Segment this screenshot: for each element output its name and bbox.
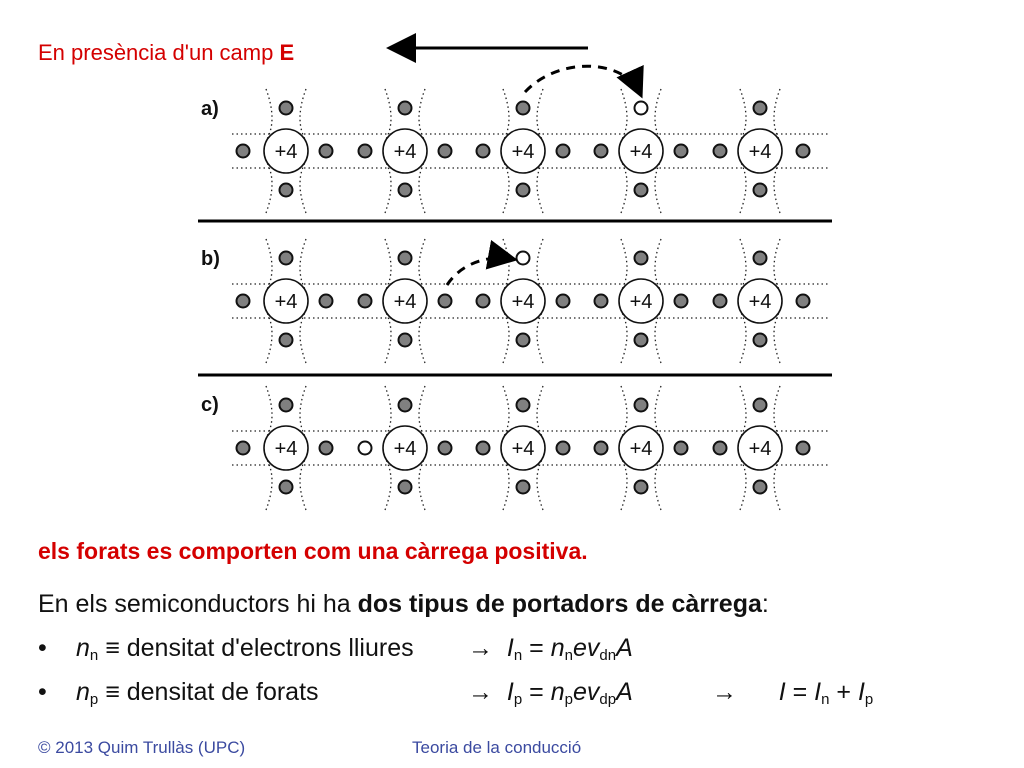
atom-charge-label: +4 bbox=[274, 438, 298, 460]
electron bbox=[714, 295, 727, 308]
bond-line bbox=[419, 89, 425, 141]
atom-charge-label: +4 bbox=[629, 438, 653, 460]
bond-line bbox=[419, 458, 425, 510]
bond-line bbox=[385, 386, 391, 438]
electron bbox=[439, 442, 452, 455]
electron bbox=[754, 184, 767, 197]
bond-line bbox=[300, 161, 306, 213]
electron bbox=[517, 399, 530, 412]
atom-charge-label: +4 bbox=[393, 438, 417, 460]
electron bbox=[557, 145, 570, 158]
electron bbox=[595, 442, 608, 455]
bond-line bbox=[537, 239, 543, 291]
bond-line bbox=[621, 239, 627, 291]
electron bbox=[280, 334, 293, 347]
electron bbox=[280, 399, 293, 412]
electron bbox=[635, 184, 648, 197]
electron bbox=[439, 145, 452, 158]
electron bbox=[237, 442, 250, 455]
bond-line bbox=[537, 386, 543, 438]
electron bbox=[399, 334, 412, 347]
bond-line bbox=[774, 311, 780, 363]
bond-line bbox=[385, 458, 391, 510]
bond-line bbox=[655, 311, 661, 363]
bond-line bbox=[537, 89, 543, 141]
bond-line bbox=[266, 161, 272, 213]
electron bbox=[714, 145, 727, 158]
electron bbox=[595, 295, 608, 308]
bond-line bbox=[300, 89, 306, 141]
hole-motion-arrow bbox=[447, 258, 512, 285]
bond-line bbox=[740, 239, 746, 291]
bond-line bbox=[537, 161, 543, 213]
carriers-intro: En els semiconductors hi ha dos tipus de portadors de càrrega: bbox=[38, 590, 769, 618]
electron bbox=[477, 442, 490, 455]
electron bbox=[675, 145, 688, 158]
electron bbox=[517, 184, 530, 197]
bond-line bbox=[385, 239, 391, 291]
electron bbox=[399, 481, 412, 494]
bond-line bbox=[740, 458, 746, 510]
bond-line bbox=[740, 386, 746, 438]
atom-charge-label: +4 bbox=[511, 141, 535, 163]
bond-line bbox=[740, 311, 746, 363]
electron-density-def: $n_n$ ≡ densitat d'electrons lliures bbox=[76, 634, 414, 664]
electron bbox=[754, 102, 767, 115]
panel-label-a: a) bbox=[201, 98, 219, 120]
electron bbox=[517, 481, 530, 494]
bond-line bbox=[621, 458, 627, 510]
atom-charge-label: +4 bbox=[393, 141, 417, 163]
electron bbox=[557, 442, 570, 455]
hole bbox=[635, 102, 648, 115]
electron bbox=[797, 442, 810, 455]
hole bbox=[359, 442, 372, 455]
electron bbox=[595, 145, 608, 158]
slide-title: En presència d'un camp E bbox=[38, 40, 295, 65]
bond-line bbox=[774, 161, 780, 213]
bond-line bbox=[774, 89, 780, 141]
hole bbox=[517, 252, 530, 265]
bullet-marker: • bbox=[38, 634, 47, 662]
bond-line bbox=[503, 89, 509, 141]
electron bbox=[320, 145, 333, 158]
hole-current-eq: → $I_p = n_pev_{dp}A$ bbox=[468, 678, 633, 708]
electron bbox=[675, 442, 688, 455]
bond-line bbox=[419, 161, 425, 213]
electron bbox=[399, 399, 412, 412]
bond-line bbox=[621, 311, 627, 363]
bond-line bbox=[503, 161, 509, 213]
electron bbox=[320, 442, 333, 455]
bond-line bbox=[655, 458, 661, 510]
bond-line bbox=[740, 89, 746, 141]
electron bbox=[635, 399, 648, 412]
bond-line bbox=[621, 161, 627, 213]
electron bbox=[439, 295, 452, 308]
bond-line bbox=[655, 239, 661, 291]
bond-line bbox=[300, 458, 306, 510]
bond-line bbox=[537, 458, 543, 510]
bond-line bbox=[503, 239, 509, 291]
bond-line bbox=[266, 386, 272, 438]
bond-line bbox=[385, 161, 391, 213]
atom-charge-label: +4 bbox=[393, 291, 417, 313]
footer-copyright: © 2013 Quim Trullàs (UPC) bbox=[38, 738, 246, 757]
electron bbox=[237, 145, 250, 158]
bond-line bbox=[385, 89, 391, 141]
bond-line bbox=[740, 161, 746, 213]
electron bbox=[754, 252, 767, 265]
bond-line bbox=[503, 458, 509, 510]
bond-line bbox=[774, 239, 780, 291]
panel-label-c: c) bbox=[201, 394, 219, 416]
hole-motion-arrow bbox=[525, 66, 640, 93]
bond-line bbox=[503, 386, 509, 438]
holes-statement: els forats es comporten com una càrrega positiva. bbox=[38, 538, 588, 564]
bond-line bbox=[385, 311, 391, 363]
atom-charge-label: +4 bbox=[748, 438, 772, 460]
electron bbox=[635, 481, 648, 494]
atom-charge-label: +4 bbox=[274, 141, 298, 163]
electron bbox=[797, 295, 810, 308]
electron bbox=[399, 102, 412, 115]
bond-line bbox=[655, 89, 661, 141]
lattice-layer bbox=[232, 89, 830, 510]
bond-line bbox=[300, 386, 306, 438]
bond-line bbox=[655, 161, 661, 213]
electron bbox=[714, 442, 727, 455]
electron bbox=[359, 295, 372, 308]
bond-line bbox=[621, 89, 627, 141]
electron bbox=[517, 334, 530, 347]
bond-line bbox=[774, 386, 780, 438]
bond-line bbox=[774, 458, 780, 510]
bond-line bbox=[266, 311, 272, 363]
electron bbox=[359, 145, 372, 158]
bond-line bbox=[503, 311, 509, 363]
bond-line bbox=[419, 239, 425, 291]
electron bbox=[477, 295, 490, 308]
bond-line bbox=[419, 311, 425, 363]
electron bbox=[797, 145, 810, 158]
electron bbox=[280, 102, 293, 115]
electron bbox=[320, 295, 333, 308]
electron bbox=[635, 252, 648, 265]
electron bbox=[477, 145, 490, 158]
atom-charge-label: +4 bbox=[748, 291, 772, 313]
electron bbox=[280, 481, 293, 494]
electron bbox=[280, 252, 293, 265]
atom-charge-label: +4 bbox=[748, 141, 772, 163]
bond-line bbox=[266, 458, 272, 510]
bond-line bbox=[621, 386, 627, 438]
bond-line bbox=[300, 239, 306, 291]
total-current-eq: → $I = I_n + I_p$ bbox=[712, 678, 874, 708]
atom-charge-label: +4 bbox=[511, 438, 535, 460]
electron bbox=[399, 252, 412, 265]
atom-charge-label: +4 bbox=[629, 291, 653, 313]
atom-charge-label: +4 bbox=[274, 291, 298, 313]
electron bbox=[754, 334, 767, 347]
bond-line bbox=[266, 89, 272, 141]
bond-line bbox=[537, 311, 543, 363]
bond-line bbox=[266, 239, 272, 291]
hole-density-def: $n_p$ ≡ densitat de forats bbox=[76, 678, 319, 708]
bond-line bbox=[300, 311, 306, 363]
electron bbox=[754, 399, 767, 412]
atom-charge-label: +4 bbox=[511, 291, 535, 313]
bullet-marker: • bbox=[38, 678, 47, 706]
electron bbox=[280, 184, 293, 197]
bond-line bbox=[419, 386, 425, 438]
electron bbox=[399, 184, 412, 197]
panel-label-b: b) bbox=[201, 248, 220, 270]
bond-line bbox=[655, 386, 661, 438]
footer-topic: Teoria de la conducció bbox=[412, 738, 582, 757]
electron bbox=[675, 295, 688, 308]
electron bbox=[754, 481, 767, 494]
electron bbox=[237, 295, 250, 308]
atom-charge-label: +4 bbox=[629, 141, 653, 163]
electron bbox=[517, 102, 530, 115]
electron-current-eq: → $I_n = n_nev_{dn}A$ bbox=[468, 634, 633, 664]
electron bbox=[557, 295, 570, 308]
electron bbox=[635, 334, 648, 347]
